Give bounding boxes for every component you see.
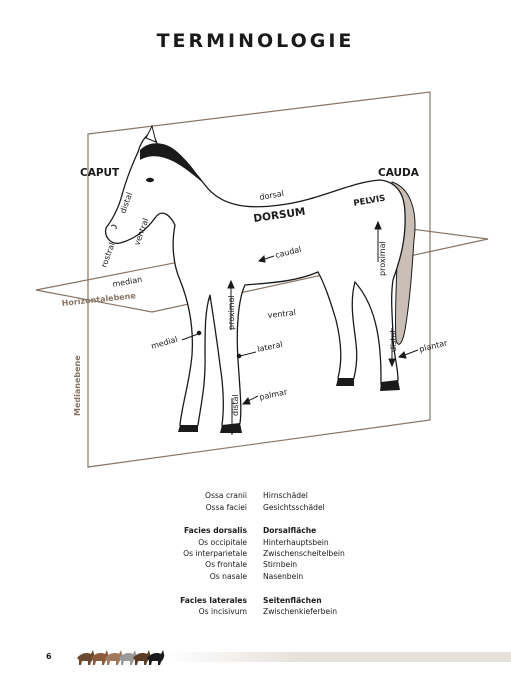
glossary-latin-heading: Facies laterales xyxy=(180,596,247,605)
term-median: median xyxy=(111,274,143,289)
label-cauda: CAUDA xyxy=(378,167,419,179)
term-plantar: plantar xyxy=(418,338,449,354)
glossary-german: Nasenbein xyxy=(263,572,304,581)
term-distal-head: distal xyxy=(118,191,135,215)
term-proximal-leg: proximal xyxy=(227,295,236,330)
glossary-latin: Os interparietale xyxy=(183,549,247,558)
term-ventral-body: ventral xyxy=(267,308,297,320)
term-lateral: lateral xyxy=(256,339,284,354)
label-horizontal-plane: Horizontalebene xyxy=(61,291,137,308)
glossary-latin: Ossa cranii xyxy=(205,491,247,500)
term-medial: medial xyxy=(150,334,179,351)
label-pelvis: PELVIS xyxy=(352,193,387,209)
glossary-latin: Ossa faciei xyxy=(205,503,247,512)
footer-horse-silhouettes xyxy=(75,644,165,666)
glossary-latin: Os frontale xyxy=(205,560,247,569)
glossary-german: Gesichtsschädel xyxy=(263,503,325,512)
glossary-german: Hinterhauptsbein xyxy=(263,538,329,547)
term-rostral: rostral xyxy=(99,241,117,269)
term-ventral-head: ventral xyxy=(132,217,151,247)
glossary-german: Hirnschädel xyxy=(263,491,308,500)
glossary-german-heading: Dorsalfläche xyxy=(263,526,317,535)
glossary-german: Zwischenscheitelbein xyxy=(263,549,345,558)
term-proximal-tail: proximal xyxy=(378,241,387,276)
label-dorsum: DORSUM xyxy=(252,205,307,225)
term-dorsal: dorsal xyxy=(258,188,285,202)
footer-bar xyxy=(165,652,511,662)
glossary-german-heading: Seitenflächen xyxy=(263,596,322,605)
glossary-latin: Os occipitale xyxy=(198,538,247,547)
term-palmar: palmar xyxy=(258,387,288,402)
glossary-german: Zwischenkieferbein xyxy=(263,607,338,616)
glossary-latin-heading: Facies dorsalis xyxy=(183,526,247,535)
term-distal-hind: distal xyxy=(389,330,398,352)
term-distal-front: distal xyxy=(231,394,240,416)
label-caput: CAPUT xyxy=(80,167,120,179)
page-title: TERMINOLOGIE xyxy=(156,30,355,52)
glossary-german: Stirnbein xyxy=(263,560,298,569)
page-number: 6 xyxy=(46,652,52,661)
horse-silhouette-icon xyxy=(147,650,164,665)
label-median-plane: Medianebene xyxy=(73,355,82,416)
glossary-latin: Os incisivum xyxy=(198,607,247,616)
term-caudal: caudal xyxy=(274,244,303,260)
glossary-latin: Os nasale xyxy=(209,572,247,581)
